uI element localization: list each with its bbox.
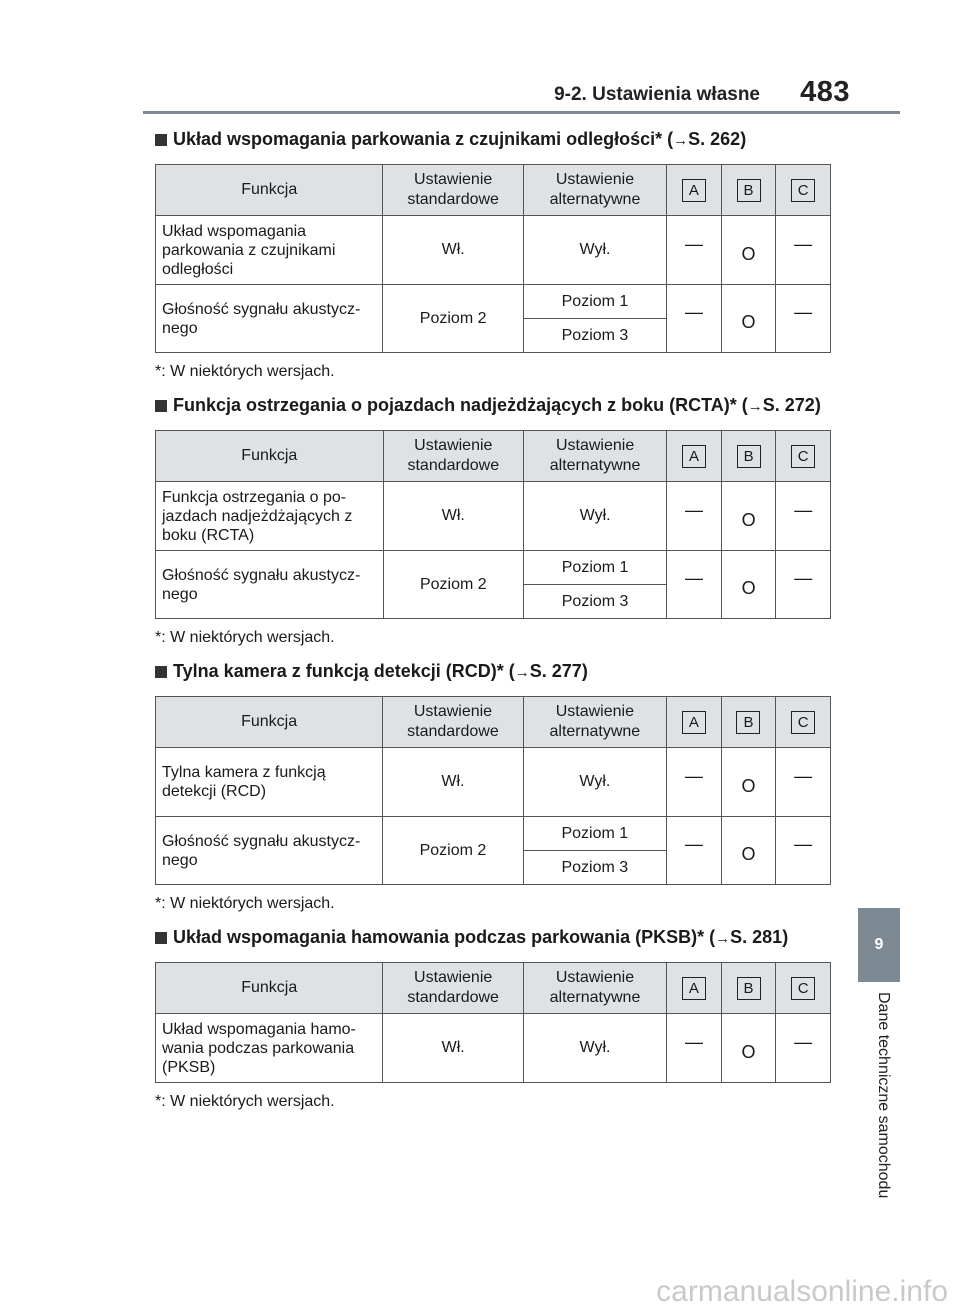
arrow-icon: → bbox=[673, 132, 689, 149]
section-3 bbox=[155, 924, 831, 1111]
header-function: Funkcja bbox=[156, 697, 383, 748]
page-reference[interactable]: S. 281 bbox=[730, 927, 783, 947]
not-available-mark: — bbox=[794, 568, 813, 588]
header-function: Funkcja bbox=[156, 165, 383, 216]
alternative-value-cell: Wył. bbox=[523, 748, 666, 817]
function-cell: Funkcja ostrzegania o po-jazdach nadjeżdżających z boku (RCTA) bbox=[156, 482, 384, 551]
function-cell: Układ wspomagania parkowania z czujnikami odległości bbox=[156, 216, 383, 285]
settings-table bbox=[155, 696, 831, 885]
alternative-value-cell: Poziom 3 bbox=[523, 319, 666, 353]
not-available-mark: — bbox=[684, 302, 703, 322]
footnote: *: W niektórych wersjach. bbox=[155, 629, 335, 646]
availability-c-cell bbox=[776, 216, 831, 285]
page-reference[interactable]: S. 277 bbox=[529, 661, 582, 681]
availability-c-cell bbox=[776, 748, 831, 817]
default-value-cell: Poziom 2 bbox=[383, 817, 523, 885]
settings-table bbox=[155, 430, 831, 619]
availability-a-cell bbox=[667, 551, 722, 619]
default-value-cell: Wł. bbox=[383, 748, 523, 817]
alternative-value-cell: Wył. bbox=[523, 1014, 666, 1083]
header-b bbox=[721, 697, 776, 748]
not-available-mark: — bbox=[794, 302, 813, 322]
not-available-mark: — bbox=[794, 834, 813, 854]
availability-c-cell bbox=[776, 817, 831, 885]
alternative-value-cell: Poziom 1 bbox=[523, 817, 666, 851]
table-row bbox=[156, 216, 831, 285]
header-b bbox=[721, 165, 776, 216]
availability-b-cell bbox=[721, 482, 776, 551]
main-content bbox=[155, 126, 831, 1122]
header-b bbox=[721, 431, 776, 482]
alternative-value-cell: Wył. bbox=[523, 482, 666, 551]
availability-a-cell bbox=[667, 1014, 722, 1083]
settings-table bbox=[155, 164, 831, 353]
default-value-cell: Wł. bbox=[383, 216, 523, 285]
column-a-label: A bbox=[682, 445, 706, 468]
alternative-value-cell: Wył. bbox=[523, 216, 666, 285]
header-function: Funkcja bbox=[156, 431, 384, 482]
arrow-icon: → bbox=[715, 930, 731, 947]
not-available-mark: — bbox=[685, 499, 704, 520]
table-row bbox=[156, 551, 831, 585]
available-mark: O bbox=[741, 243, 756, 264]
section-title-text: Tylna kamera z funkcją detekcji (RCD)* bbox=[173, 661, 504, 681]
column-c-label: C bbox=[791, 711, 815, 734]
table-row bbox=[156, 817, 831, 851]
header-default: Ustawienie standardowe bbox=[383, 165, 523, 216]
page-reference[interactable]: S. 272 bbox=[762, 395, 815, 415]
availability-b-cell bbox=[721, 817, 776, 885]
availability-c-cell bbox=[776, 482, 831, 551]
settings-table bbox=[155, 962, 831, 1083]
footnote: *: W niektórych wersjach. bbox=[155, 1093, 335, 1110]
section-title-text: Funkcja ostrzegania o pojazdach nadjeżdżających z boku (RCTA)* bbox=[173, 395, 737, 415]
table-row bbox=[156, 285, 831, 319]
not-available-mark: — bbox=[684, 834, 703, 854]
availability-a-cell bbox=[667, 482, 722, 551]
header-alternative: Ustawienie alternatywne bbox=[523, 963, 666, 1014]
column-b-label: B bbox=[737, 179, 761, 202]
function-cell: Układ wspomagania hamo-wania podczas parkowania (PKSB) bbox=[156, 1014, 383, 1083]
header-b bbox=[721, 963, 776, 1014]
not-available-mark: — bbox=[684, 1031, 703, 1052]
available-mark: O bbox=[741, 578, 756, 598]
column-c-label: C bbox=[791, 977, 815, 1000]
column-a-label: A bbox=[682, 977, 706, 1000]
watermark: carmanualsonline.info bbox=[656, 1275, 948, 1308]
availability-a-cell bbox=[667, 748, 722, 817]
section-title-text: Układ wspomagania parkowania z czujnikami odległości* bbox=[173, 129, 663, 149]
header-default: Ustawienie standardowe bbox=[383, 963, 523, 1014]
header-function: Funkcja bbox=[156, 963, 383, 1014]
availability-a-cell bbox=[667, 216, 722, 285]
default-value-cell: Wł. bbox=[383, 482, 523, 551]
column-a-label: A bbox=[682, 179, 706, 202]
section-title: Tylna kamera z funkcją detekcji (RCD)* (→S. 277) bbox=[155, 658, 831, 686]
section-title-text: Układ wspomagania hamowania podczas parkowania (PKSB)* bbox=[173, 927, 705, 947]
table-header-row bbox=[156, 431, 831, 482]
header-alternative: Ustawienie alternatywne bbox=[523, 165, 666, 216]
bullet-square-icon bbox=[155, 666, 167, 678]
not-available-mark: — bbox=[794, 499, 813, 520]
not-available-mark: — bbox=[684, 233, 703, 254]
header-divider bbox=[143, 111, 900, 114]
section-heading: 9-2. Ustawienia własne bbox=[554, 84, 760, 105]
alternative-value-cell: Poziom 1 bbox=[523, 285, 666, 319]
header-alternative: Ustawienie alternatywne bbox=[523, 431, 666, 482]
available-mark: O bbox=[741, 775, 756, 796]
function-cell: Tylna kamera z funkcją detekcji (RCD) bbox=[156, 748, 383, 817]
header-a bbox=[667, 697, 722, 748]
default-value-cell: Poziom 2 bbox=[383, 285, 523, 353]
section-0 bbox=[155, 126, 831, 381]
footnote: *: W niektórych wersjach. bbox=[155, 895, 335, 912]
column-b-label: B bbox=[737, 977, 761, 1000]
not-available-mark: — bbox=[794, 1031, 813, 1052]
available-mark: O bbox=[741, 844, 756, 864]
availability-b-cell bbox=[721, 551, 776, 619]
column-b-label: B bbox=[737, 445, 761, 468]
function-cell: Głośność sygnału akustycz-nego bbox=[156, 551, 384, 619]
default-value-cell: Poziom 2 bbox=[383, 551, 523, 619]
header-a bbox=[667, 431, 722, 482]
availability-b-cell bbox=[721, 748, 776, 817]
table-row bbox=[156, 748, 831, 817]
header-alternative: Ustawienie alternatywne bbox=[523, 697, 666, 748]
availability-c-cell bbox=[776, 285, 831, 353]
arrow-icon: → bbox=[747, 398, 763, 415]
column-c-label: C bbox=[791, 179, 815, 202]
page-number: 483 bbox=[800, 76, 850, 108]
header-c bbox=[776, 165, 831, 216]
alternative-value-cell: Poziom 3 bbox=[523, 851, 666, 885]
section-title: Funkcja ostrzegania o pojazdach nadjeżdżających z boku (RCTA)* (→S. 272) bbox=[155, 392, 831, 420]
header-default: Ustawienie standardowe bbox=[383, 431, 523, 482]
availability-a-cell bbox=[667, 817, 722, 885]
section-title: Układ wspomagania hamowania podczas parkowania (PKSB)* (→S. 281) bbox=[155, 924, 831, 952]
not-available-mark: — bbox=[685, 568, 704, 588]
column-c-label: C bbox=[791, 445, 815, 468]
section-1 bbox=[155, 392, 831, 647]
header-c bbox=[776, 431, 831, 482]
available-mark: O bbox=[741, 509, 756, 530]
availability-a-cell bbox=[667, 285, 722, 353]
alternative-value-cell: Poziom 3 bbox=[523, 585, 666, 619]
availability-b-cell bbox=[721, 1014, 776, 1083]
chapter-tab[interactable]: 9 bbox=[858, 908, 900, 982]
default-value-cell: Wł. bbox=[383, 1014, 523, 1083]
header-default: Ustawienie standardowe bbox=[383, 697, 523, 748]
not-available-mark: — bbox=[794, 765, 813, 786]
column-b-label: B bbox=[736, 711, 760, 734]
availability-c-cell bbox=[776, 551, 831, 619]
not-available-mark: — bbox=[794, 233, 813, 254]
function-cell: Głośność sygnału akustycz-nego bbox=[156, 817, 383, 885]
page-header bbox=[0, 0, 960, 120]
available-mark: O bbox=[741, 1041, 756, 1062]
alternative-value-cell: Poziom 1 bbox=[523, 551, 666, 585]
table-row bbox=[156, 1014, 831, 1083]
not-available-mark: — bbox=[684, 765, 703, 786]
function-cell: Głośność sygnału akustycz-nego bbox=[156, 285, 383, 353]
chapter-label: Dane techniczne samochodu bbox=[875, 992, 892, 1199]
availability-b-cell bbox=[721, 285, 776, 353]
table-header-row bbox=[156, 963, 831, 1014]
header-a bbox=[667, 165, 722, 216]
arrow-icon: → bbox=[514, 664, 530, 681]
bullet-square-icon bbox=[155, 134, 167, 146]
bullet-square-icon bbox=[155, 932, 167, 944]
header-a bbox=[667, 963, 722, 1014]
availability-b-cell bbox=[721, 216, 776, 285]
bullet-square-icon bbox=[155, 400, 167, 412]
table-header-row bbox=[156, 697, 831, 748]
table-row bbox=[156, 482, 831, 551]
footnote: *: W niektórych wersjach. bbox=[155, 363, 335, 380]
table-header-row bbox=[156, 165, 831, 216]
header-c bbox=[776, 963, 831, 1014]
header-c bbox=[776, 697, 831, 748]
availability-c-cell bbox=[776, 1014, 831, 1083]
available-mark: O bbox=[741, 312, 756, 332]
column-a-label: A bbox=[682, 711, 706, 734]
section-2 bbox=[155, 658, 831, 913]
page-reference[interactable]: S. 262 bbox=[688, 129, 741, 149]
section-title: Układ wspomagania parkowania z czujnikami odległości* (→S. 262) bbox=[155, 126, 831, 154]
